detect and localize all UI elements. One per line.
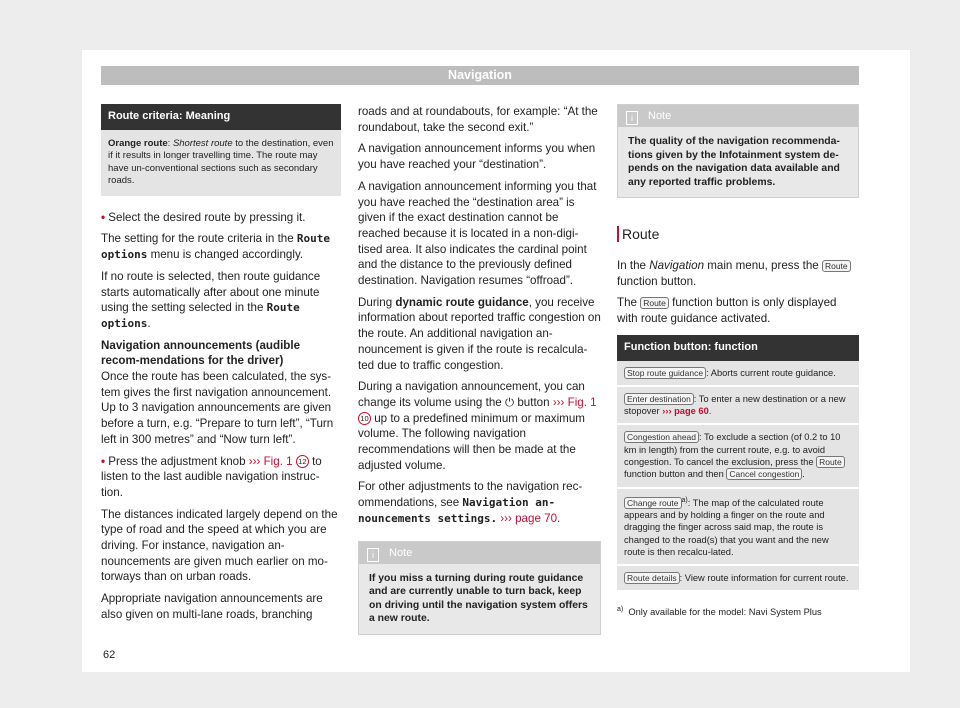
table-title: Route criteria: Meaning (101, 104, 341, 130)
figure-link[interactable]: ››› Fig. 1 (248, 454, 293, 468)
change-route-button[interactable]: Change route (624, 497, 682, 509)
power-icon: ⏻ (504, 395, 515, 409)
note-text: The quality of the navigation recommenda-tions given by the Infotainment system de-pends on the navigation data available and any reported traffic problems. (618, 127, 858, 197)
table-row: Enter destination : To enter a new destination or a new stopover ››› page 60. (617, 387, 859, 426)
route-criteria-table (101, 104, 341, 196)
page-link[interactable]: ››› page 70 (497, 511, 558, 525)
column-2 (358, 104, 601, 635)
column-3 (617, 104, 859, 621)
paragraph: roads and at roundabouts, for example: “At the roundabout, take the second exit.” (358, 105, 598, 134)
function-button-table (617, 335, 859, 593)
paragraph: During a navigation announcement, you can change its volume using the ⏻ button ››› Fig. 1 10 up to a predefined minimum or maximum volume. The following navigation recommendations will then be made at the adjusted volume. (358, 380, 597, 472)
subheading: Navigation announcements (audible recom-mendations for the driver) (101, 338, 301, 368)
footnote-ref: a) (681, 496, 688, 504)
table-row: Congestion ahead : To exclude a section (of 0.2 to 10 km in length) from the current route, e.g. to avoid congestion. To cancel the exclusion, press the Route function button and then Cancel congestion . (617, 425, 859, 488)
callout-number: 10 (358, 412, 371, 425)
paragraph: During dynamic route guidance, you receive information about reported traffic congestion on the route. An additional navigation an-nouncement is given if the route is recalcula-ted due to traffic congestion. (358, 295, 601, 372)
page-number: 62 (103, 649, 116, 661)
paragraph: A navigation announcement informing you that you have reached the “destination area” is given if the exact destination cannot be reached because it is located in a non-digi-tised area. It also indicates the cardinal point and the distance to the previously defined destination. Navigation resumes “offroad”. (358, 179, 597, 288)
table-row: Route details : View route information for current route. (617, 566, 859, 592)
column-1 (101, 104, 341, 629)
paragraph: For other adjustments to the navigation rec-ommendations, see Navigation an-nouncements settings. ››› page 70. (358, 480, 583, 525)
bullet-adjustment-knob: • Press the adjustment knob ››› Fig. 1 12 to listen to the last audible navigation instruc-tion. (101, 454, 322, 499)
paragraph: Appropriate navigation announcements are also given on multi-lane roads, branching (101, 592, 323, 621)
paragraph: The Route function button is only displayed with route guidance activated. (617, 296, 837, 326)
bullet-select-route: • Select the desired route by pressing it. (101, 210, 306, 224)
paragraph: In the Navigation main menu, press the Route function button. (617, 258, 859, 289)
callout-number: 12 (296, 455, 309, 468)
route-button[interactable]: Route (822, 260, 851, 272)
section-title: Route (617, 226, 859, 242)
table-cell: Orange route: Shortest route to the destination, even if it results in longer travelling time. The route may have un-conventional sections such as secondary roads. (101, 130, 341, 196)
running-header: Navigation (101, 66, 859, 85)
figure-link[interactable]: ››› Fig. 1 (552, 395, 597, 409)
table-title: Function button: function (617, 335, 859, 361)
bullet-icon: • (101, 210, 106, 224)
page-link[interactable]: ››› page 60 (662, 406, 709, 417)
route-details-button[interactable]: Route details (624, 572, 680, 584)
paragraph: A navigation announcement informs you when you have reached your “destination”. (358, 142, 596, 172)
paragraph: If no route is selected, then route guidance starts automatically after about one minute using the setting selected in the Route options. (101, 269, 321, 330)
note-header: i Note (618, 105, 858, 127)
note-box (617, 104, 859, 198)
congestion-ahead-button[interactable]: Congestion ahead (624, 431, 699, 443)
info-icon: i (626, 111, 638, 125)
route-button[interactable]: Route (640, 297, 669, 309)
table-row: Change route $^{a)}$: The map of the calculated route appears and by holding a finger on the route and dragging the finger across said map, the route is changed to the road(s) that you want and the new route is then recalcu-lated. (617, 489, 859, 567)
info-icon: i (367, 548, 379, 562)
route-button[interactable]: Route (816, 456, 845, 468)
bullet-icon: • (101, 454, 106, 468)
stop-route-guidance-button[interactable]: Stop route guidance (624, 367, 706, 379)
paragraph: The distances indicated largely depend on the type of road and the speed at which you are driving. For instance, navigation an-nouncements are given much earlier on mo-torways than on urban roads. (101, 507, 338, 584)
enter-destination-button[interactable]: Enter destination (624, 393, 694, 405)
note-box (358, 541, 601, 635)
table-row: Stop route guidance : Aborts current route guidance. (617, 361, 859, 387)
footnote: $^{a)}$ Only available for the model: Navi System Plus (617, 606, 822, 618)
note-text: If you miss a turning during route guidance and are currently unable to turn back, keep on driving until the navigation system offers a new route. (359, 564, 600, 634)
paragraph: The setting for the route criteria in the Route options menu is changed accordingly. (101, 232, 331, 262)
cancel-congestion-button[interactable]: Cancel congestion (726, 468, 802, 480)
paragraph: Once the route has been calculated, the sys-tem gives the first navigation announcement. Up to 3 navigation announcements are given before a turn, e.g. “Prepare to turn left”, “Turn left in 300 metres” and “Now turn left”. (101, 370, 334, 446)
note-header: i Note (359, 542, 600, 564)
